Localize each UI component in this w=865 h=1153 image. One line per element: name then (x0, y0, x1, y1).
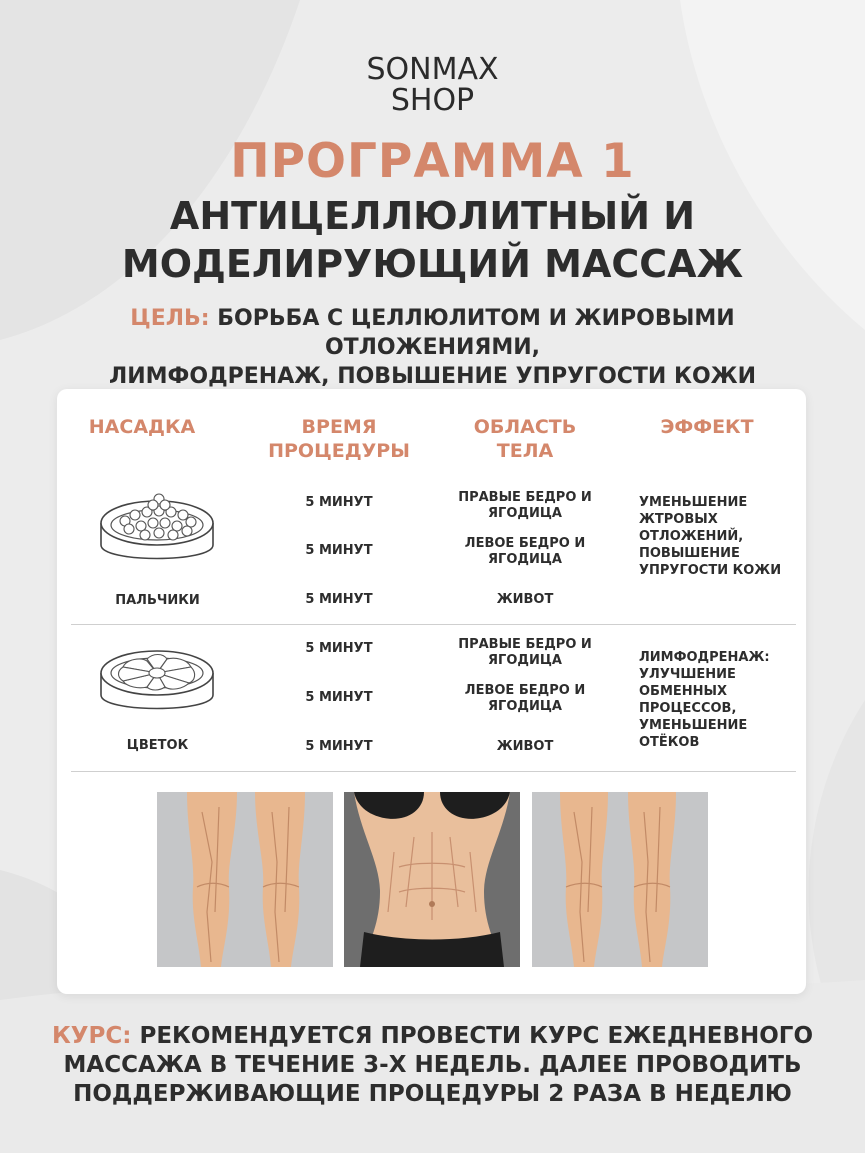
massage-nozzle-flower-icon (97, 637, 217, 723)
course-line-3: ПОДДЕРЖИВАЮЩИЕ ПРОЦЕДУРЫ 2 РАЗА В НЕДЕЛЮ (73, 1081, 792, 1107)
time-cell: 5 МИНУТ (305, 495, 373, 510)
legs-front-massage-lines-photo (532, 792, 708, 967)
header-time-line-2: ПРОЦЕДУРЫ (268, 440, 410, 462)
effect-cell (639, 494, 801, 579)
area-line-2: ЯГОДИЦА (488, 506, 562, 521)
area-cell: ЖИВОТ (496, 592, 554, 607)
effect-line: ОТЁКОВ (639, 735, 700, 750)
legs-back-massage-lines-photo (157, 792, 333, 967)
header-area-line-2: ТЕЛА (496, 440, 554, 462)
area-cell (437, 536, 613, 568)
header-time-line-1: ВРЕМЯ (301, 416, 377, 438)
area-cell: ЖИВОТ (496, 739, 554, 754)
area-line-1: ЛЕВОЕ БЕДРО И (464, 536, 586, 551)
header-time (247, 415, 431, 463)
course-label: КУРС: (51, 1023, 132, 1049)
subtitle-line-1: АНТИЦЕЛЛЮЛИТНЫЙ И (169, 194, 696, 238)
header-nozzle: НАСАДКА (88, 416, 196, 438)
time-cell: 5 МИНУТ (305, 543, 373, 558)
time-cell: 5 МИНУТ (305, 641, 373, 656)
area-cell (437, 490, 613, 522)
row-divider (71, 771, 796, 772)
effect-line: ОБМЕННЫХ (639, 684, 728, 699)
nozzle-label-flower: ЦВЕТОК (126, 738, 189, 753)
goal-label: ЦЕЛЬ: (130, 306, 210, 331)
brand-logo (0, 54, 865, 116)
subtitle-line-2: МОДЕЛИРУЮЩИЙ МАССАЖ (121, 242, 744, 286)
effect-line: ЛИМФОДРЕНАЖ: (639, 650, 770, 665)
area-line-1: ЛЕВОЕ БЕДРО И (464, 683, 586, 698)
area-cell (437, 637, 613, 669)
area-line-2: ЯГОДИЦА (488, 653, 562, 668)
goal-text (20, 304, 845, 391)
header-effect: ЭФФЕКТ (660, 416, 754, 438)
program-table-card (57, 389, 806, 994)
course-text (20, 1022, 845, 1109)
time-cell: 5 МИНУТ (305, 690, 373, 705)
time-cell: 5 МИНУТ (305, 739, 373, 754)
program-subtitle (0, 192, 865, 288)
effect-cell (639, 649, 801, 751)
area-cell (437, 683, 613, 715)
goal-line-1: БОРЬБА С ЦЕЛЛЮЛИТОМ И ЖИРОВЫМИ ОТЛОЖЕНИЯМИ, (209, 306, 735, 360)
area-line-2: ЯГОДИЦА (488, 552, 562, 567)
effect-line: ПОВЫШЕНИЕ (639, 546, 740, 561)
course-line-2: МАССАЖА В ТЕЧЕНИЕ 3-Х НЕДЕЛЬ. ДАЛЕЕ ПРОВОДИТЬ (63, 1052, 802, 1078)
effect-line: УМЕНЬШЕНИЕ (639, 495, 748, 510)
area-line-1: ПРАВЫЕ БЕДРО И (458, 637, 592, 652)
nozzle-label-fingers: ПАЛЬЧИКИ (115, 593, 200, 608)
goal-line-2: ЛИМФОДРЕНАЖ, ПОВЫШЕНИЕ УПРУГОСТИ КОЖИ (108, 364, 757, 389)
effect-line: ОТЛОЖЕНИЙ, (639, 529, 744, 544)
area-line-1: ПРАВЫЕ БЕДРО И (458, 490, 592, 505)
effect-line: УПРУГОСТИ КОЖИ (639, 563, 782, 578)
brand-line-1: SONMAX (366, 52, 499, 87)
header-area-line-1: ОБЛАСТЬ (473, 416, 577, 438)
effect-line: ПРОЦЕССОВ, (639, 701, 737, 716)
course-line-1: РЕКОМЕНДУЕТСЯ ПРОВЕСТИ КУРС ЕЖЕДНЕВНОГО (131, 1023, 814, 1049)
massage-nozzle-fingers-icon (97, 485, 217, 575)
effect-line: УМЕНЬШЕНИЕ (639, 718, 748, 733)
effect-line: ЖТРОВЫХ (639, 512, 718, 527)
effect-line: УЛУЧШЕНИЕ (639, 667, 736, 682)
program-title: ПРОГРАММА 1 (230, 134, 635, 189)
header-area (437, 415, 613, 463)
time-cell: 5 МИНУТ (305, 592, 373, 607)
area-line-2: ЯГОДИЦА (488, 699, 562, 714)
brand-line-2: SHOP (390, 83, 475, 118)
row-divider (71, 624, 796, 625)
abdomen-massage-lines-photo (344, 792, 520, 967)
